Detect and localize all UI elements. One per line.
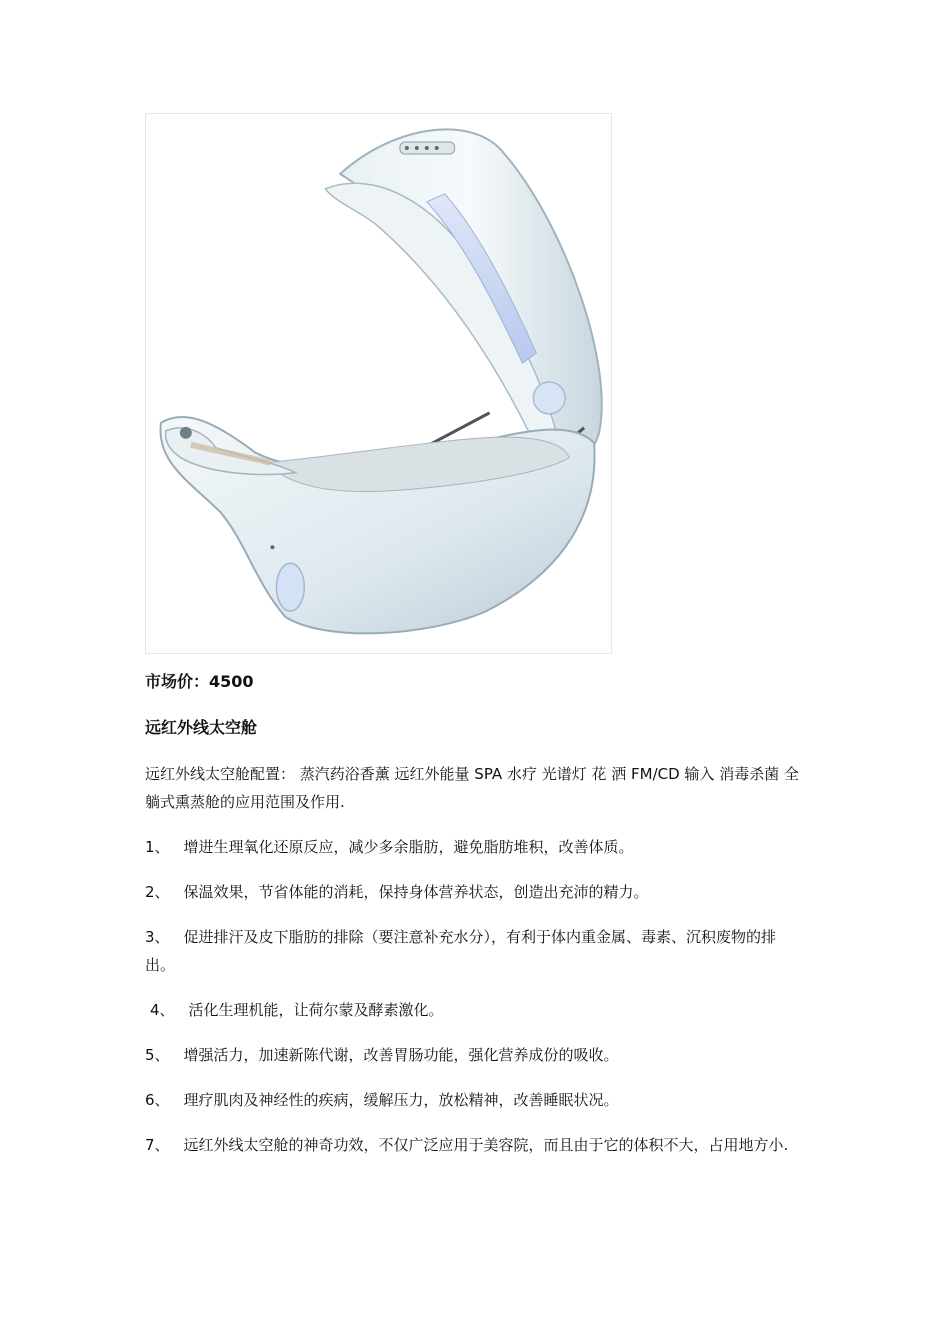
item-number: 5、 (145, 1046, 170, 1064)
item-text: 活化生理机能，让荷尔蒙及酵素激化。 (188, 1001, 444, 1019)
item-number: 7、 (145, 1136, 170, 1154)
benefits-list (145, 833, 805, 1159)
item-text: 增进生理氧化还原反应，减少多余脂肪，避免脂肪堆积，改善体质。 (183, 838, 634, 856)
document-content (145, 668, 805, 1176)
item-number: 3、 (145, 928, 170, 946)
item-number: 6、 (145, 1091, 170, 1109)
spa-capsule-image (145, 113, 612, 654)
item-number: 1、 (145, 838, 170, 856)
list-item (145, 923, 805, 979)
item-number: 4、 (150, 1001, 175, 1019)
item-number: 2、 (145, 883, 170, 901)
list-item (145, 833, 805, 861)
config-description: 远红外线太空舱配置： 蒸汽药浴香薰 远红外能量 SPA 水疗 光谱灯 花 洒 FM/CD 输入 消毒杀菌 全躺式熏蒸舱的应用范围及作用. (145, 765, 799, 811)
item-text: 远红外线太空舱的神奇功效，不仅广泛应用于美容院，而且由于它的体积不大，占用地方小. (183, 1136, 789, 1154)
item-text: 保温效果，节省体能的消耗，保持身体营养状态，创造出充沛的精力。 (183, 883, 649, 901)
market-price: 市场价：4500 (145, 672, 254, 691)
item-text: 理疗肌肉及神经性的疾病，缓解压力，放松精神，改善睡眠状况。 (183, 1091, 619, 1109)
list-item (145, 1086, 805, 1114)
list-item (145, 1041, 805, 1069)
list-item (145, 996, 805, 1024)
list-item (145, 1131, 805, 1159)
product-title: 远红外线太空舱 (145, 718, 258, 737)
item-text: 增强活力，加速新陈代谢，改善胃肠功能，强化营养成份的吸收。 (183, 1046, 619, 1064)
list-item (145, 878, 805, 906)
item-text: 促进排汗及皮下脂肪的排除（要注意补充水分），有利于体内重金属、毒素、沉积废物的排出。 (145, 928, 777, 974)
